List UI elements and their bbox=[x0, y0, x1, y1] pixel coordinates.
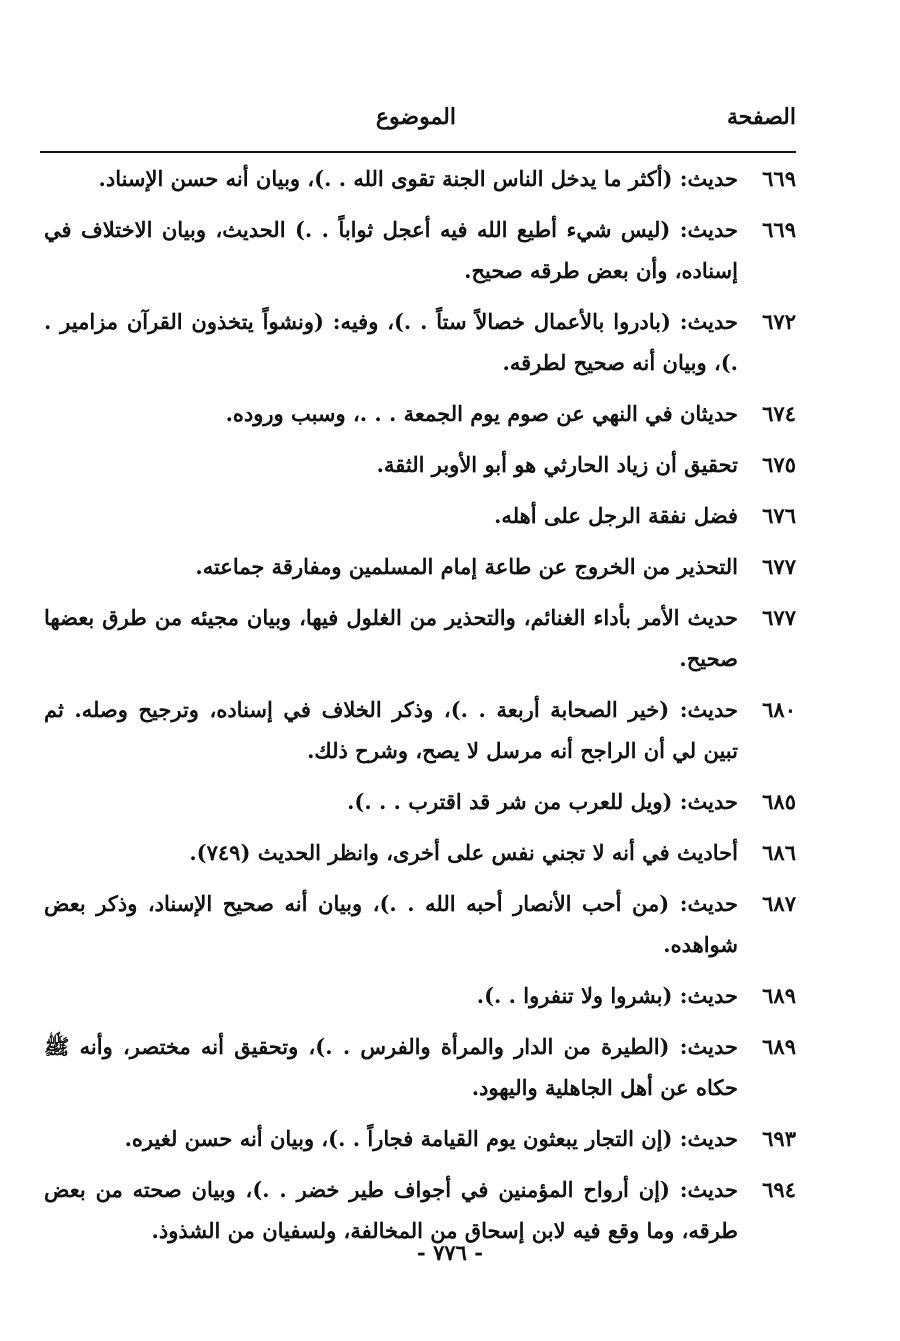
entry-page-number: ٦٨٥ bbox=[762, 789, 796, 814]
index-entry bbox=[44, 1169, 796, 1251]
entry-page-number: ٦٩٣ bbox=[762, 1126, 796, 1151]
index-entry bbox=[44, 1118, 796, 1159]
entry-page-number: ٦٧٤ bbox=[762, 401, 796, 426]
entry-page-number: ٦٩٤ bbox=[762, 1177, 796, 1202]
entry-text: حديث: (إن أرواح المؤمنين في أجواف طير خضر . .)، وبيان صحته من بعض طرقه، وما وقع فيه لابن إسحاق من المخالفة، ولسفيان من الشذوذ. bbox=[44, 1177, 738, 1243]
entry-text: حديث: (بادروا بالأعمال خصالاً ستاً . .)، وفيه: (ونشواً يتخذون القرآن مزامير . .)، وبيان أنه صحيح لطرقه. bbox=[44, 309, 738, 375]
entry-page-number: ٦٧٢ bbox=[762, 309, 796, 334]
entry-page-number: ٦٨٠ bbox=[762, 697, 796, 722]
entry-page-number: ٦٧٧ bbox=[762, 554, 796, 579]
index-entry bbox=[44, 393, 796, 434]
index-entry bbox=[44, 301, 796, 383]
index-entry bbox=[44, 158, 796, 199]
entry-text: تحقيق أن زياد الحارثي هو أبو الأوبر الثقة. bbox=[376, 452, 738, 477]
index-entry bbox=[44, 597, 796, 679]
entry-page-number: ٦٨٦ bbox=[762, 840, 796, 865]
index-entry bbox=[44, 883, 796, 965]
entry-text: حديث: (بشروا ولا تنفروا . .). bbox=[476, 983, 738, 1008]
entry-page-number: ٦٨٩ bbox=[762, 1034, 796, 1059]
entry-text: حديث: (أكثر ما يدخل الناس الجنة تقوى الله . .)، وبيان أنه حسن الإسناد. bbox=[98, 166, 738, 191]
index-entry bbox=[44, 689, 796, 771]
table-header bbox=[40, 100, 796, 144]
index-entry bbox=[44, 832, 796, 873]
entry-text: حديث: (الطيرة من الدار والمرأة والفرس . .)، وتحقيق أنه مختصر، وأنه ﷺ حكاه عن أهل الجاهلية واليهود. bbox=[44, 1034, 738, 1100]
entry-page-number: ٦٧٧ bbox=[762, 605, 796, 630]
header-divider bbox=[40, 151, 796, 153]
entry-text: حديث: (ويل للعرب من شر قد اقترب . . .). bbox=[347, 789, 738, 814]
entry-text: فضل نفقة الرجل على أهله. bbox=[494, 503, 738, 528]
index-entry bbox=[44, 546, 796, 587]
index-entries bbox=[44, 158, 796, 1261]
entry-page-number: ٦٧٥ bbox=[762, 452, 796, 477]
index-entry bbox=[44, 495, 796, 536]
entry-text: حديث: (إن التجار يبعثون يوم القيامة فجاراً . .)، وبيان أنه حسن لغيره. bbox=[124, 1126, 738, 1151]
entry-text: التحذير من الخروج عن طاعة إمام المسلمين ومفارقة جماعته. bbox=[195, 554, 738, 579]
entry-text: حديث: (من أحب الأنصار أحبه الله . .)، وبيان أنه صحيح الإسناد، وذكر بعض شواهده. bbox=[44, 891, 738, 957]
entry-page-number: ٦٦٩ bbox=[762, 166, 796, 191]
index-entry bbox=[44, 444, 796, 485]
entry-page-number: ٦٨٩ bbox=[762, 983, 796, 1008]
topic-column-heading: الموضوع bbox=[375, 104, 456, 130]
entry-text: حديث: (ليس شيء أطيع الله فيه أعجل ثواباً . .) الحديث، وبيان الاختلاف في إسناده، وأن بعض طرقه صحيح. bbox=[44, 217, 738, 283]
page-column-heading: الصفحة bbox=[726, 104, 796, 130]
index-entry bbox=[44, 209, 796, 291]
entry-page-number: ٦٦٩ bbox=[762, 217, 796, 242]
entry-page-number: ٦٧٦ bbox=[762, 503, 796, 528]
entry-text: حديثان في النهي عن صوم يوم الجمعة . . .، وسبب وروده. bbox=[225, 401, 738, 426]
index-entry bbox=[44, 975, 796, 1016]
index-entry bbox=[44, 781, 796, 822]
page-footer-number: - ٧٧٦ - bbox=[417, 1240, 483, 1265]
entry-text: أحاديث في أنه لا تجني نفس على أخرى، وانظر الحديث (٧٤٩). bbox=[189, 840, 738, 865]
entry-text: حديث: (خير الصحابة أربعة . .)، وذكر الخلاف في إسناده، وترجيح وصله. ثم تبين لي أن الراجح أنه مرسل لا يصح، وشرح ذلك. bbox=[44, 697, 738, 763]
index-entry bbox=[44, 1026, 796, 1108]
entry-page-number: ٦٨٧ bbox=[762, 891, 796, 916]
entry-text: حديث الأمر بأداء الغنائم، والتحذير من الغلول فيها، وبيان مجيئه من طرق بعضها صحيح. bbox=[44, 605, 738, 671]
